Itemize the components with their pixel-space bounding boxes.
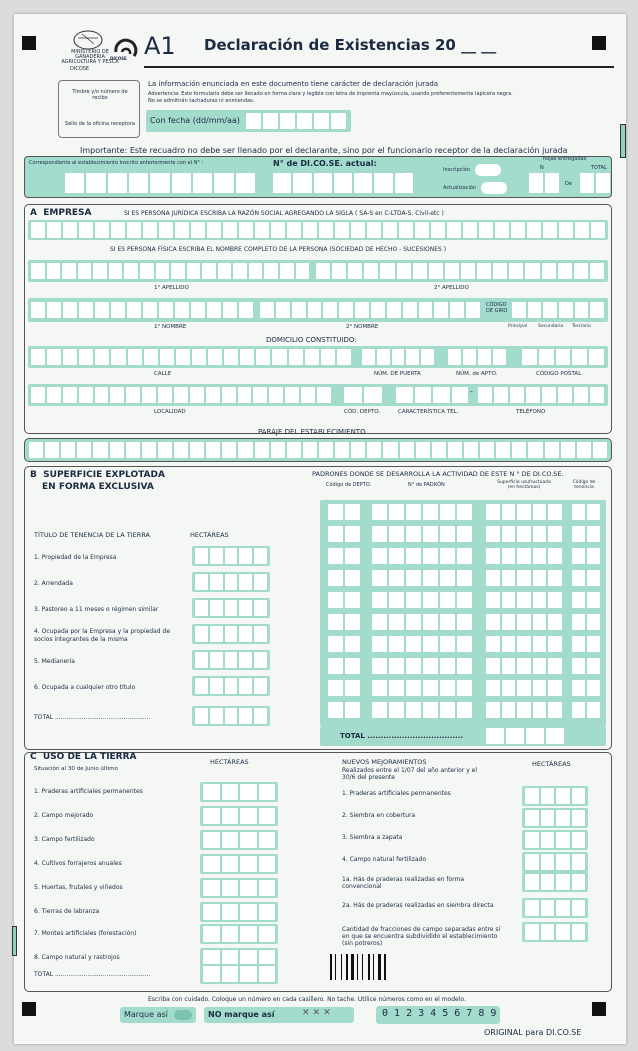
col-tenencia-label: Código de tenencia [572,480,596,490]
domicilio-row [28,346,608,368]
uso-item: 6. Tierras de labranza [34,908,100,915]
padrones-total-input[interactable] [486,728,564,744]
tenencia-item: 2. Arrendada [34,580,73,587]
paraje-label: PARAJE DEL ESTABLECIMIENTO [258,428,366,436]
uso-hect-row [200,878,278,898]
codigo-giro-label: CÓDIGO DE GIRO [486,302,508,314]
padron-depto-input[interactable] [328,548,360,564]
tenencia-hect-input[interactable] [195,574,267,590]
uso-item: 2. Campo mejorado [34,812,94,819]
barcode-bar [384,954,386,980]
uso-hect-input[interactable] [203,856,275,872]
uso-hect-row [200,830,278,850]
uso-total-row [200,964,278,984]
padron-number-input[interactable] [372,592,472,608]
ministry-name: MINISTERIO DE GANADERIA AGRICULTURA Y PESCA [61,49,119,65]
apto-label: NÚM. de APTO. [456,371,498,377]
footer-instructions: Escriba con cuidado. Coloque un número en cada casillero. No tache. Utilice números como en el modelo. [148,996,466,1003]
paraje-input[interactable] [29,442,607,458]
uso-hect-input[interactable] [203,832,275,848]
form-title: Declaración de Existencias 20 __ __ [204,36,497,54]
padron-tenencia-input[interactable] [572,702,600,718]
nuevos-hect-input[interactable] [525,788,585,804]
tenencia-item: 4. Ocupada por la Empresa y la propiedad de socios integrantes de la misma [34,628,171,643]
hojas-label: hojas entregadas [543,156,587,162]
nuevos-sub: Realizados entre el 1/07 del año anterior y el 30/6 del presente [342,767,478,781]
uso-hectareas-label: HECTÁREAS [210,758,249,766]
nuevos-hect-row [522,898,588,918]
no-marque-label: NO marque así [208,1010,275,1019]
nuevos-item: 2a. Hás de praderas realizadas en siembra directa [342,902,494,909]
stamp-box [58,80,140,138]
uso-item: 1. Praderas artificiales permanentes [34,788,143,795]
padron-tenencia-input[interactable] [572,680,600,696]
apellido2-label: 2° APELLIDO [434,285,469,291]
registration-mark [592,36,606,50]
tenencia-item: 6. Ocupada a cualquier otro título [34,684,136,691]
padron-superficie-input[interactable] [486,526,562,542]
registration-mark [22,36,36,50]
uso-title: C USO DE LA TIERRA [30,752,137,762]
telefono-label: TELÉFONO [516,409,546,415]
uso-hect-input[interactable] [203,926,275,942]
nuevos-hect-row [522,786,588,806]
nuevos-item: 3. Siembra a zapata [342,834,403,841]
padron-tenencia-input[interactable] [572,504,600,520]
paraje-row [24,438,612,462]
tenencia-total-label: TOTAL .................................................. [34,714,151,721]
padron-tenencia-input[interactable] [572,570,600,586]
uso-sub: Situación al 30 de Junio último [34,766,118,772]
barcode-bar [378,954,381,980]
padron-tenencia-input[interactable] [572,548,600,564]
puerta-input[interactable] [362,349,434,365]
uso-hect-input[interactable] [203,808,275,824]
barcode-bar [341,954,342,980]
office-label: Sello de la oficina receptora [65,121,135,127]
original-label: ORIGINAL para DI.CO.SE [484,1028,582,1037]
side-mark [12,926,17,956]
side-mark [620,124,626,158]
padron-depto-input[interactable] [328,658,360,674]
padron-superficie-input[interactable] [486,680,562,696]
hojas-total-label: TOTAL [591,165,607,171]
padron-superficie-input[interactable] [486,614,562,630]
apto-input[interactable] [448,349,506,365]
padron-depto-input[interactable] [328,702,360,718]
padron-number-input[interactable] [372,526,472,542]
nuevos-hect-row [522,830,588,850]
nuevos-hect-row [522,852,588,872]
puerta-label: NÚM. DE PUERTA [374,371,421,377]
sample-mark [174,1010,192,1020]
registration-mark [592,1002,606,1016]
postal-label: CÓDIGO POSTAL [536,371,582,377]
empresa-title: A EMPRESA [30,208,92,218]
uso-item: 7. Montes artificiales (forestación) [34,930,137,937]
nombres-row [28,298,608,322]
padrones-total-label: TOTAL .................................... [340,732,464,740]
col-usufruct-label: Superficie usufructuada (en hectáreas) [497,480,551,490]
uso-hect-input[interactable] [203,880,275,896]
padron-depto-input[interactable] [328,592,360,608]
nuevos-hect-row [522,808,588,828]
depto-input[interactable] [344,387,382,403]
barcode-bar [373,954,374,980]
uso-hect-row [200,806,278,826]
postal-input[interactable] [522,349,604,365]
padron-number-input[interactable] [372,570,472,586]
marque-sample [120,1007,196,1023]
date-row [146,110,351,132]
nuevos-hect-row [522,922,588,942]
padron-tenencia-input[interactable] [572,614,600,630]
barcode-bar [368,954,370,980]
nuevos-hect-input[interactable] [525,900,585,916]
ministry-sub: DICOSE [70,66,90,72]
inscripcion-label: Inscripción [443,167,470,173]
domicilio-label: DOMICILIO CONSTITUIDO: [266,336,357,344]
reception-panel [24,156,612,198]
nombre2-label: 2° NOMBRE [346,324,379,330]
tenencia-hect-input[interactable] [195,626,267,642]
stamp-label: Timbre y/o número de recibo [72,89,128,101]
tenencia-hect-input[interactable] [195,678,267,694]
uso-total-input[interactable] [203,966,275,982]
marque-label: Marque así [124,1010,168,1019]
date-label: Con fecha (dd/mm/aa) [150,116,240,125]
terciario-label: Terciario [572,324,591,329]
warning-1: Advertencia: Este formulario debe ser llenado en forma clara y legible con letra de imprenta mayúscula, usando preferentemente lapicera negra. [148,91,513,97]
padron-tenencia-input[interactable] [572,592,600,608]
nombre1-input[interactable] [31,302,253,318]
padron-tenencia-input[interactable] [572,636,600,652]
barcode-icon [330,954,394,980]
tenencia-item: 3. Pastoreo a 11 meses o régimen similar [34,606,159,613]
padron-number-input[interactable] [372,636,472,652]
barcode-bar [351,954,354,980]
cross-icon: ✕✕✕ [302,1008,334,1018]
digits-sample [376,1006,500,1024]
current-label: N° de DI.CO.SE. actual: [273,159,377,168]
tenencia-item: 1. Propiedad de la Empresa [34,554,117,561]
previous-dicose-input[interactable] [65,173,255,193]
superficie-title: B SUPERFICIE EXPLOTADA [30,470,165,480]
actualizacion-label: Actualización [443,185,477,191]
padron-number-input[interactable] [372,614,472,630]
nombre2-input[interactable] [260,302,480,318]
padrones-grid [320,500,606,726]
form-code: A1 [144,32,176,60]
padron-number-input[interactable] [372,680,472,696]
tenencia-hect-input[interactable] [195,548,267,564]
localidad-row: - [28,384,608,406]
nuevos-item: Cantidad de fracciones de campo separadas entre sí en que se encuentra subdividido el establecimiento (sin potreros) [342,926,501,947]
form-sheet [14,14,626,1044]
hectareas-label-b: HECTÁREAS [190,531,229,539]
barcode-bar [362,954,363,980]
nuevos-item: 1a. Hás de praderas realizadas en forma convencional [342,876,465,890]
uso-hect-input[interactable] [203,904,275,920]
hojas-n-input[interactable] [529,173,559,193]
col-padron-label: N° de PADRÓN [408,482,445,488]
nuevos-hect-input[interactable] [525,810,585,826]
current-dicose-input[interactable] [273,173,413,193]
nuevos-hect-row [522,872,588,892]
padron-superficie-input[interactable] [486,592,562,608]
padron-superficie-input[interactable] [486,570,562,586]
calle-input[interactable] [31,349,351,365]
apellido2-input[interactable] [316,263,604,279]
uso-item: 3. Campo fertilizado [34,836,95,843]
razon-social-row [28,220,608,240]
superficie-title-2: EN FORMA EXCLUSIVA [42,482,154,492]
localidad-input[interactable] [31,387,331,403]
logo-text: DICOSE [110,56,127,61]
nuevos-item: 4. Campo natural fertilizado [342,856,427,863]
tenencia-total-input[interactable] [195,708,267,724]
secundario-label: Secundario [538,324,564,329]
padron-superficie-input[interactable] [486,702,562,718]
tenencia-label: TÍTULO DE TENENCIA DE LA TIERRA [34,531,150,539]
warning-2: No se admitirán tachaduras ni enmiendas. [148,98,255,104]
padron-depto-input[interactable] [328,680,360,696]
col-depto-label: Código de DEPTO. [326,482,372,488]
sample-digits: 0 1 2 3 4 5 6 7 8 9 [382,1008,497,1019]
nombre1-label: 1° NOMBRE [154,324,187,330]
tenencia-item: 5. Medianería [34,658,75,665]
localidad-label: LOCALIDAD [154,409,186,415]
barcode-bar [335,954,336,980]
depto-label: CÓD. DEPTO. [344,409,381,415]
padron-number-input[interactable] [372,504,472,520]
padron-depto-input[interactable] [328,636,360,652]
padron-superficie-input[interactable] [486,658,562,674]
hojas-total-input[interactable] [580,173,610,193]
padrones-label: PADRONES DONDE SE DESARROLLA LA ACTIVIDAD DE ESTE N ° DE DI.CO.SE. [312,470,564,478]
padron-depto-input[interactable] [328,614,360,630]
telefono-input[interactable] [478,387,604,403]
padron-tenencia-input[interactable] [572,658,600,674]
padron-number-input[interactable] [372,702,472,718]
barcode-bar [346,954,348,980]
calle-label: CALLE [154,371,172,377]
padron-superficie-input[interactable] [486,504,562,520]
uso-hect-row [200,782,278,802]
padron-depto-input[interactable] [328,526,360,542]
padron-depto-input[interactable] [328,570,360,586]
barcode-bar [357,954,358,980]
registration-mark [22,1002,36,1016]
caract-input[interactable] [396,387,468,403]
nuevos-item: 1. Praderas artificiales permanentes [342,790,451,797]
padron-superficie-input[interactable] [486,636,562,652]
de-label: De [565,181,572,187]
uso-item: 4. Cultivos forrajeros anuales [34,860,122,867]
nuevos-hect-input[interactable] [525,924,585,940]
caract-label: CARACTERÍSTICA TEL. [398,409,459,415]
tenencia-hect-input[interactable] [195,600,267,616]
uso-hect-row [200,902,278,922]
razon-social-input[interactable] [31,222,605,238]
previous-label: Correspondiente al establecimiento inscrito anteriormente con el N° : [29,160,204,166]
apellidos-row [28,260,608,282]
inscripcion-checkbox[interactable] [475,164,501,176]
no-marque-sample [204,1007,354,1023]
principal-label: Principal [508,324,528,329]
apellido1-input[interactable] [31,263,309,279]
intro-text: La información enunciada en este documento tiene carácter de declaración jurada [148,80,439,88]
nuevos-item: 2. Siembra en cobertura [342,812,416,819]
uso-hect-row [200,854,278,874]
uso-item: 5. Huertas, frutales y viñedos [34,884,123,891]
padron-tenencia-input[interactable] [572,526,600,542]
actualizacion-checkbox[interactable] [481,182,507,194]
uso-item: 8. Campo natural y rastrojos [34,954,120,961]
padron-number-input[interactable] [372,658,472,674]
juridica-label: SI ES PERSONA JURÍDICA ESCRIBA LA RAZÓN SOCIAL AGREGANDO LA SIGLA ( SA-S en C-LTDA-S. Civil-etc ) [124,210,444,217]
uso-hect-row [200,924,278,944]
nuevos-hect-input[interactable] [525,854,585,870]
padron-depto-input[interactable] [328,504,360,520]
padron-number-input[interactable] [372,548,472,564]
padrones-total-row [320,726,606,746]
fisica-label: SI ES PERSONA FÍSICA ESCRIBA EL NOMBRE COMPLETO DE LA PERSONA (SOCIEDAD DE HECHO - SUCESIONES ) [110,246,447,253]
barcode-bar [330,954,332,980]
codigo-giro-input[interactable] [512,302,604,318]
uso-hect-input[interactable] [203,784,275,800]
nuevos-hect-input[interactable] [525,874,585,890]
nuevos-hectareas-label: HECTÁREAS [532,760,571,768]
uso-total-label: TOTAL .................................................. [34,971,151,978]
tenencia-hect-input[interactable] [195,652,267,668]
nuevos-hect-input[interactable] [525,832,585,848]
reception-important: Importante: Este recuadro no debe ser llenado por el declarante, sino por el funcionario receptor de la declaración jurada [80,146,568,155]
date-input[interactable] [246,113,346,129]
hojas-n-label: N [540,165,544,171]
padron-superficie-input[interactable] [486,548,562,564]
apellido1-label: 1° APELLIDO [154,285,189,291]
nuevos-title: NUEVOS MEJORAMIENTOS [342,758,427,766]
